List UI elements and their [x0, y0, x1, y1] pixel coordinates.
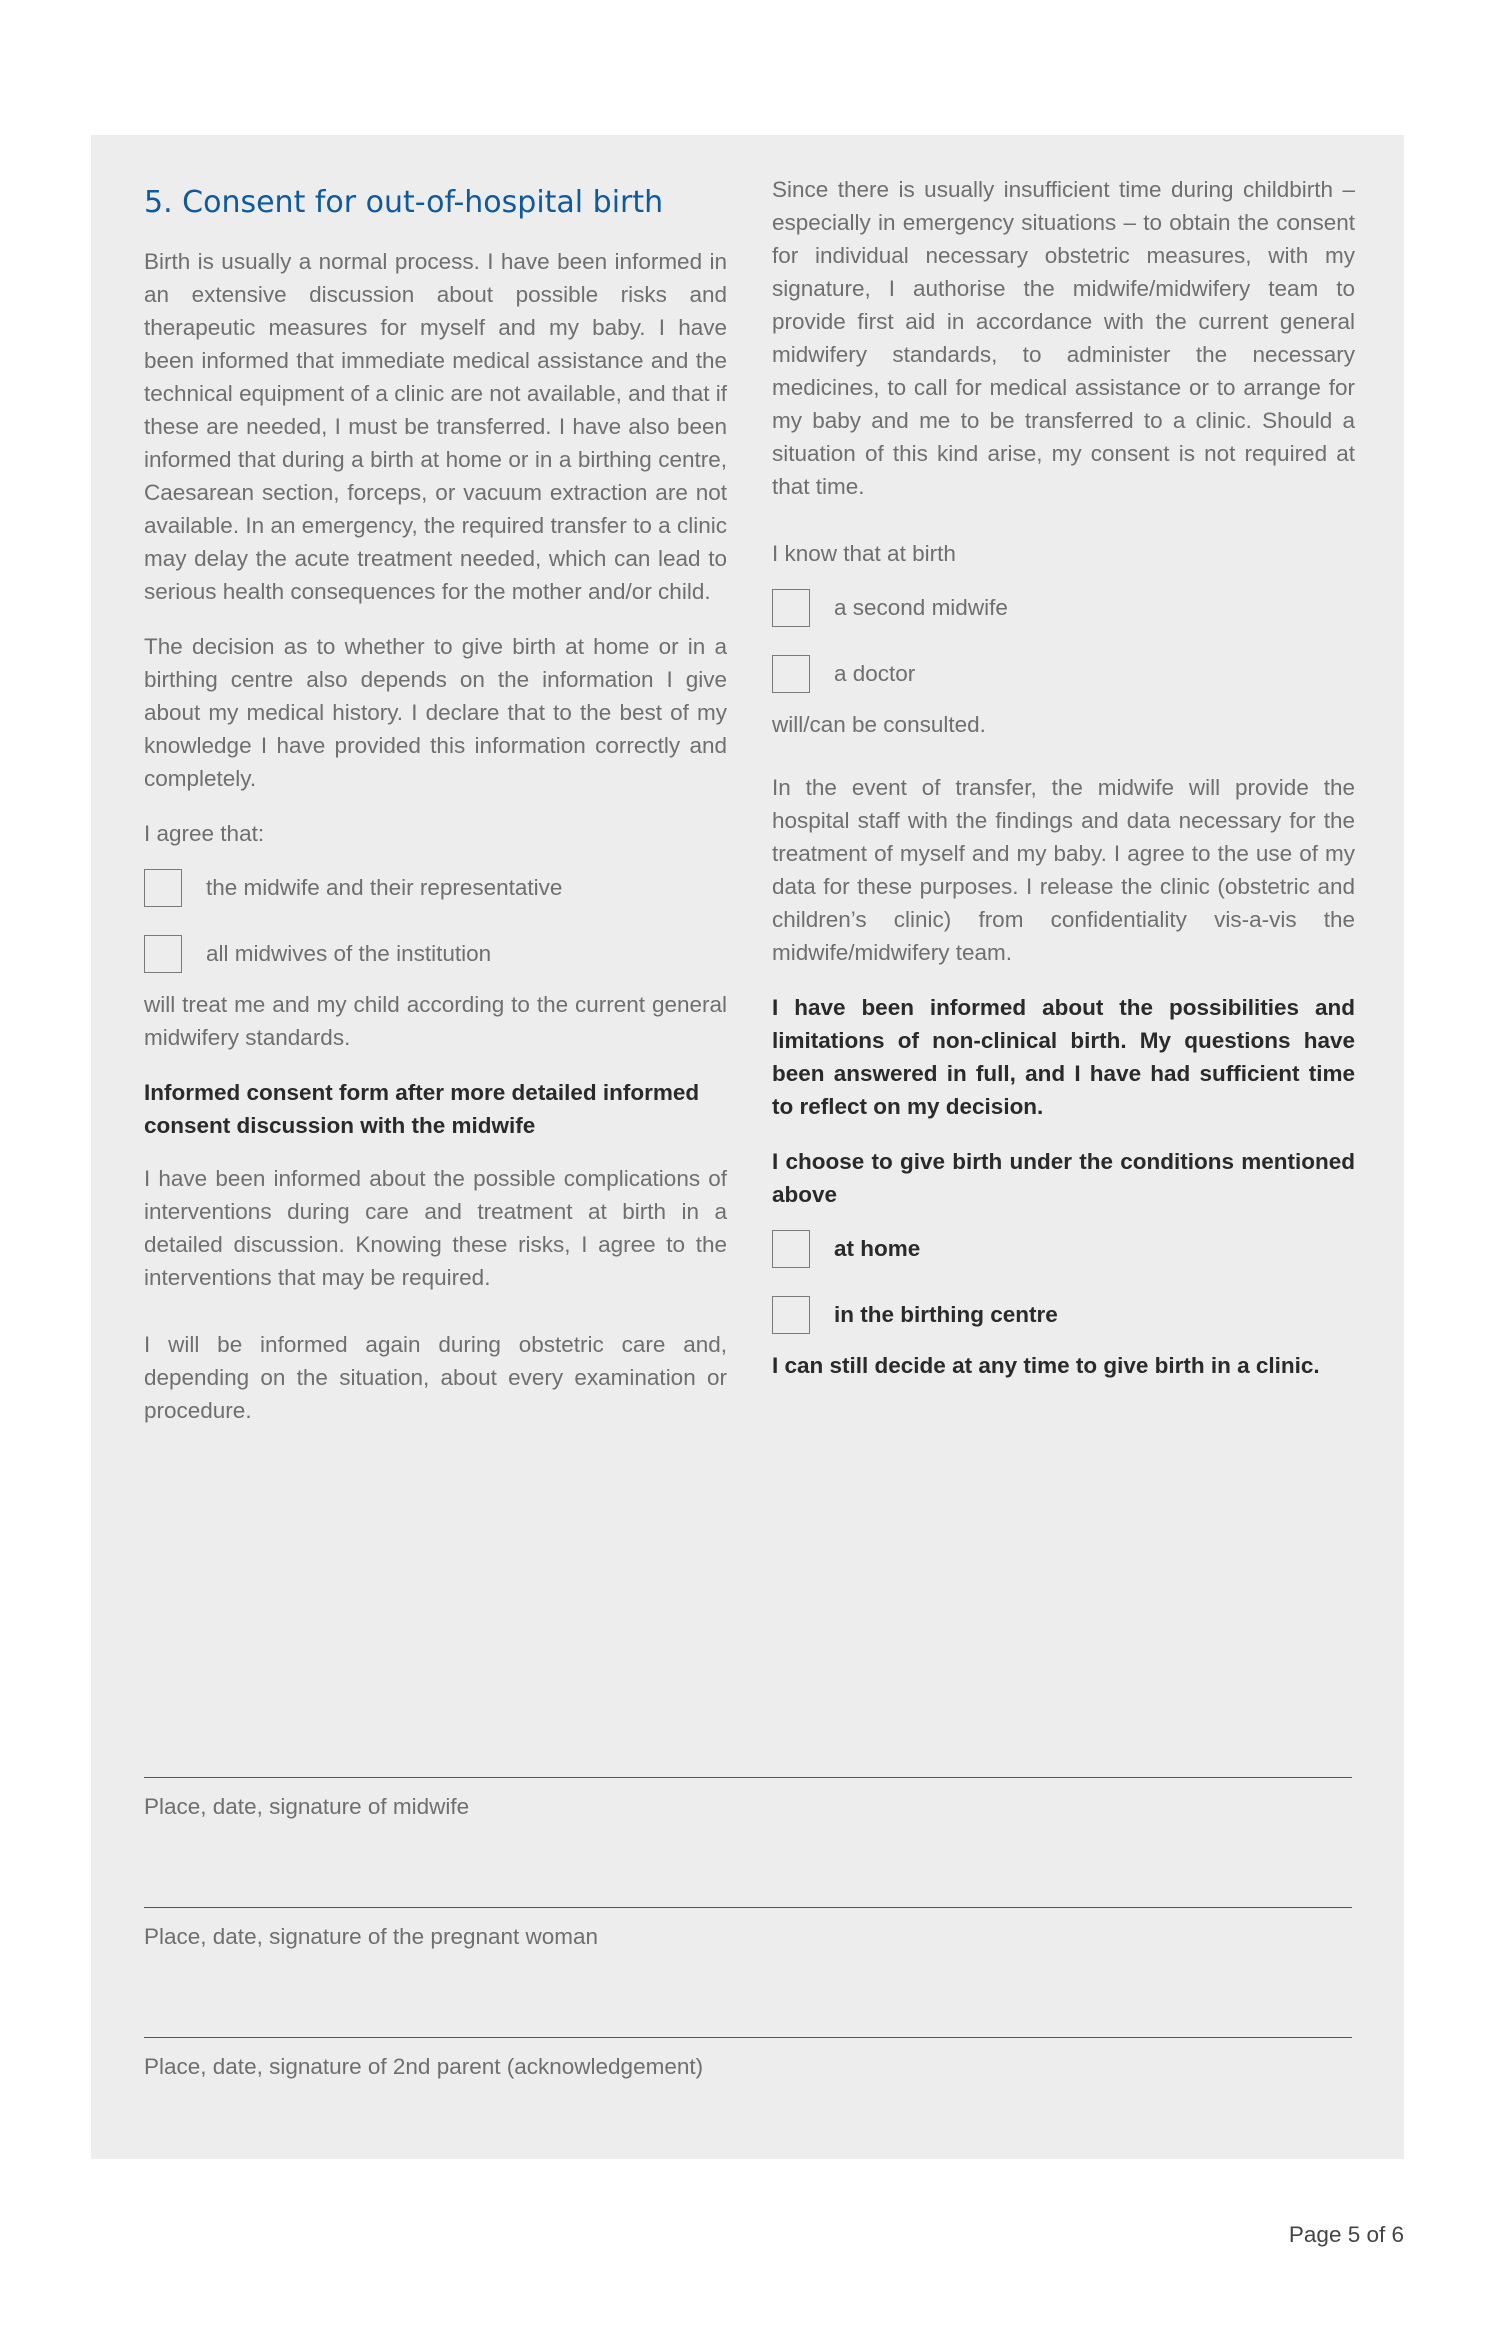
checkbox-doctor[interactable]	[772, 655, 810, 693]
signature-label: Place, date, signature of 2nd parent (acknowledgement)	[144, 2054, 704, 2079]
signature-second-parent[interactable]	[144, 2037, 1352, 2082]
option-doctor[interactable]	[772, 654, 1355, 694]
left-column	[144, 183, 727, 1449]
know-outro: will/can be consulted.	[772, 712, 986, 737]
examination-paragraph: I will be informed again during obstetric care and, depending on the situation, about every examination or procedure.	[144, 1332, 727, 1423]
clinic-option-statement: I can still decide at any time to give birth in a clinic.	[772, 1353, 1320, 1378]
checkbox-midwife-representative[interactable]	[144, 869, 182, 907]
checkbox-label: all midwives of the institution	[206, 941, 492, 966]
informed-statement: I have been informed about the possibilities and limitations of non-clinical birth. My questions have been answered in full, and I have had sufficient time to reflect on my decision.	[772, 995, 1355, 1119]
agree-intro: I agree that:	[144, 821, 265, 846]
checkbox-second-midwife[interactable]	[772, 589, 810, 627]
checkbox-label: a doctor	[834, 661, 916, 686]
medical-history-paragraph: The decision as to whether to give birth at home or in a birthing centre also depends on the information I give about my medical history. I declare that to the best of my knowledge I have provided this information correctly and completely.	[144, 634, 727, 791]
option-second-midwife[interactable]	[772, 588, 1355, 628]
signature-label: Place, date, signature of midwife	[144, 1794, 470, 1819]
choice-statement: I choose to give birth under the conditions mentioned above	[772, 1149, 1355, 1207]
right-column	[772, 177, 1355, 1404]
option-at-home[interactable]	[772, 1229, 1355, 1269]
signature-line[interactable]	[144, 1777, 1352, 1778]
checkbox-label: the midwife and their representative	[206, 875, 563, 900]
signature-line[interactable]	[144, 2037, 1352, 2038]
option-birthing-centre[interactable]	[772, 1295, 1355, 1335]
agree-outro: will treat me and my child according to the current general midwifery standards.	[144, 992, 727, 1050]
option-midwife-representative[interactable]	[144, 868, 727, 908]
section-title: 5. Consent for out-of-hospital birth	[144, 185, 664, 220]
checkbox-at-home[interactable]	[772, 1230, 810, 1268]
checkbox-birthing-centre[interactable]	[772, 1296, 810, 1334]
checkbox-all-midwives[interactable]	[144, 935, 182, 973]
checkbox-label: a second midwife	[834, 595, 1008, 620]
signature-label: Place, date, signature of the pregnant woman	[144, 1924, 599, 1949]
page-number: Page 5 of 6	[1288, 2222, 1404, 2247]
signature-pregnant-woman[interactable]	[144, 1907, 1352, 1952]
signature-line[interactable]	[144, 1907, 1352, 1908]
transfer-data-paragraph: In the event of transfer, the midwife will provide the hospital staff with the findings and data necessary for the treatment of myself and my baby. I agree to the use of my data for these purposes. I release the clinic (obstetric and children’s clinic) from confidentiality vis-a-vis the midwife/midwifery team.	[772, 775, 1355, 965]
know-intro: I know that at birth	[772, 541, 956, 566]
informed-consent-heading: Informed consent form after more detailed informed consent discussion with the midwife	[144, 1080, 700, 1138]
checkbox-label: in the birthing centre	[834, 1302, 1058, 1327]
complications-paragraph: I have been informed about the possible complications of interventions during care and treatment at birth in a detailed discussion. Knowing these risks, I agree to the interventions that may be required.	[144, 1166, 727, 1290]
risk-information-paragraph: Birth is usually a normal process. I have been informed in an extensive discussion about possible risks and therapeutic measures for myself and my baby. I have been informed that immediate medical assistance and the technical equipment of a clinic are not available, and that if these are needed, I must be transferred. I have also been informed that during a birth at home or in a birthing centre, Caesarean section, forceps, or vacuum extraction are not available. In an emergency, the required transfer to a clinic may delay the acute treatment needed, which can lead to serious health consequences for the mother and/or child.	[144, 249, 727, 604]
option-all-midwives[interactable]	[144, 934, 727, 974]
checkbox-label: at home	[834, 1236, 921, 1261]
emergency-authorisation-paragraph: Since there is usually insufficient time during childbirth – especially in emergency situations – to obtain the consent for individual necessary obstetric measures, with my signature, I authorise the midwife/midwifery team to provide first aid in accordance with the current general midwifery standards, to administer the necessary medicines, to call for medical assistance or to arrange for my baby and me to be transferred to a clinic. Should a situation of this kind arise, my consent is not required at that time.	[772, 177, 1355, 499]
consent-form-panel	[91, 135, 1404, 2159]
signature-midwife[interactable]	[144, 1777, 1352, 1822]
